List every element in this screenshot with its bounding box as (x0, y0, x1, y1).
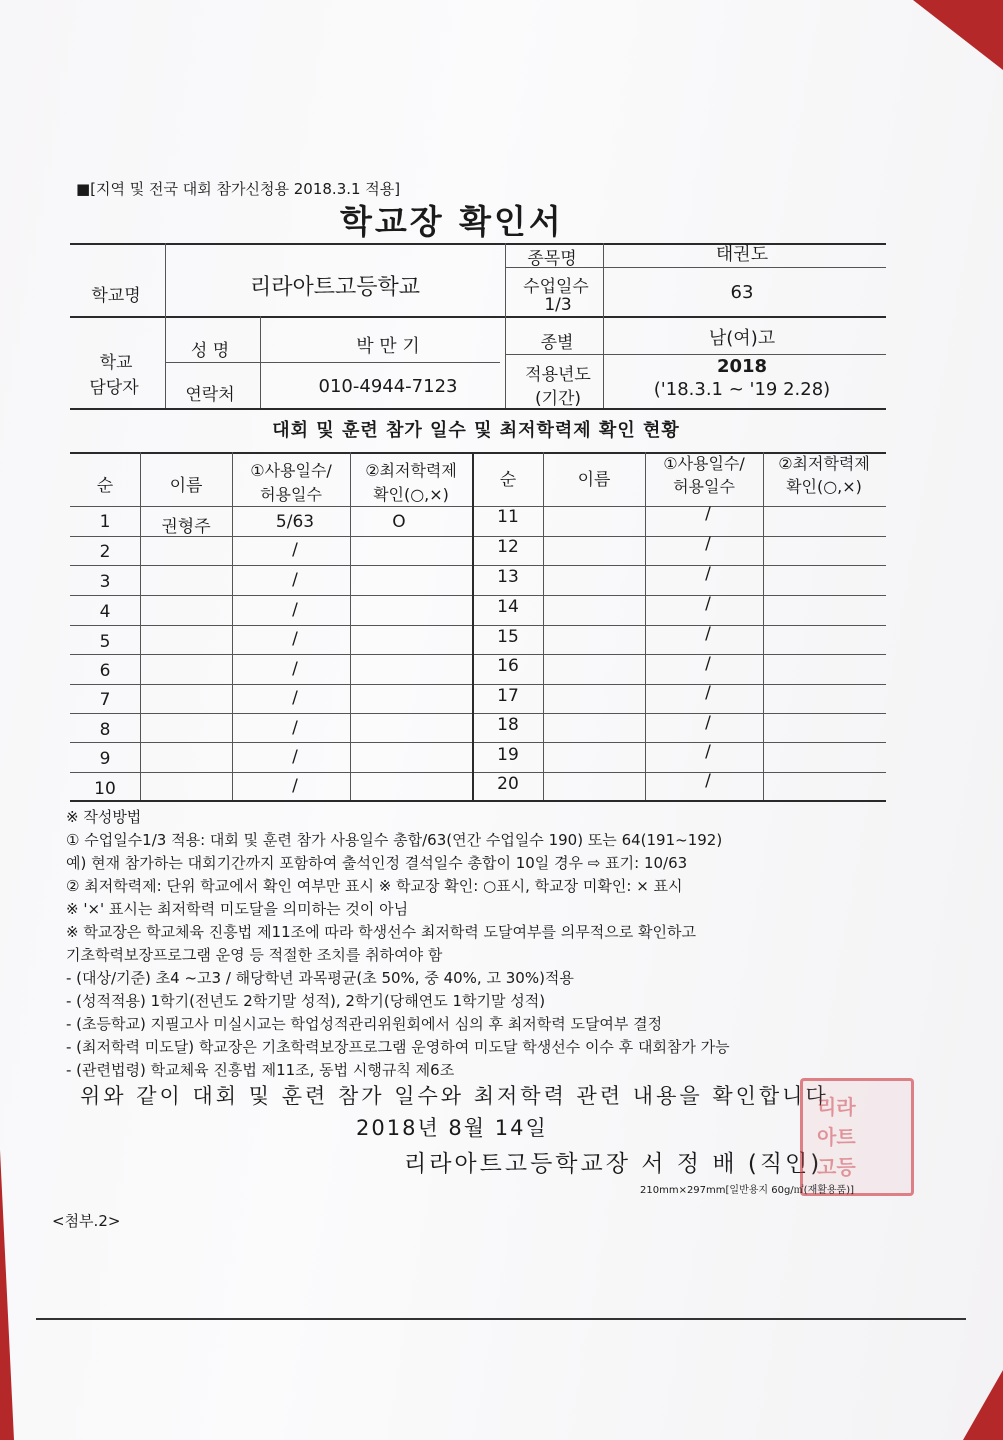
column-header-days: 허용일수 (673, 477, 735, 496)
column-header-min-grade: 확인(○,×) (786, 477, 862, 496)
red-background-corner (913, 0, 1003, 70)
official-seal-stamp: 리라 아트 고등 (800, 1078, 914, 1196)
table-cell: 권형주 (161, 517, 211, 537)
event-label: 종목명 (527, 249, 577, 269)
table-cell: / (292, 688, 298, 708)
column-header-name: 이름 (577, 470, 611, 490)
table-cell: O (392, 512, 406, 532)
column-header-days: ①사용일수/ (663, 454, 745, 473)
table-cell: 14 (497, 597, 519, 617)
table-cell: / (292, 570, 298, 590)
instructions (66, 806, 730, 1082)
table-rule (165, 243, 166, 408)
note-line: ※ '×' 표시는 최저학력 미도달을 의미하는 것이 아님 (66, 900, 409, 918)
table-cell: 20 (497, 774, 519, 794)
table-cell: / (705, 713, 711, 733)
column-header-no: 순 (499, 470, 517, 490)
table-cell: / (292, 629, 298, 649)
note-line: ※ 작성방법 (66, 808, 142, 826)
page-title: 학교장 확인서 (340, 202, 564, 241)
table-rule (232, 452, 233, 800)
note-line: ① 수업일수1/3 적용: 대회 및 훈련 참가 사용일수 총합/63(연간 수업일수 190) 또는 64(191~192) (66, 831, 723, 849)
note-line: ② 최저학력제: 단위 학교에서 확인 여부만 표시 ※ 학교장 확인: ○표시, 학교장 미확인: × 표시 (66, 877, 683, 895)
table-cell: / (292, 540, 298, 560)
table-cell: 12 (497, 537, 519, 557)
table-rule (543, 452, 544, 800)
table-cell: / (705, 594, 711, 614)
type-value: 남(여)고 (708, 328, 776, 349)
note-line: 기초학력보장프로그램 운영 등 적절한 조치를 취하여야 함 (66, 946, 443, 964)
table-cell: 3 (99, 572, 111, 592)
note-line: - (최저학력 미도달) 학교장은 기초학력보장프로그램 운영하여 미도달 학생선수 이수 후 대회참가 가능 (66, 1038, 730, 1056)
table-rule (472, 452, 474, 800)
table-cell: / (292, 747, 298, 767)
class-days-label: 수업일수 (523, 277, 589, 297)
table-cell: / (705, 624, 711, 644)
school-name: 리라아트고등학교 (249, 275, 421, 300)
table-cell: 17 (497, 686, 519, 706)
paper-spec: 210mm×297mm[일반용지 60g/㎡(재활용품)] (640, 1185, 855, 1196)
table-rule (505, 243, 506, 408)
class-days-value: 63 (730, 282, 754, 303)
confirmation-statement: 위와 같이 대회 및 훈련 참가 일수와 최저학력 관련 내용을 확인합니다 (80, 1084, 829, 1108)
principal-signature-line: 리라아트고등학교장 서 정 배 (직인) (404, 1151, 823, 1177)
column-header-min-grade: ②최저학력제 (778, 454, 870, 473)
table-cell: 6 (99, 661, 111, 681)
contact-value: 010-4944-7123 (318, 376, 458, 397)
column-header-no: 순 (96, 476, 114, 496)
manager-label: 담당자 (89, 378, 139, 398)
event-value: 태권도 (715, 244, 769, 265)
note-line: - (성적적용) 1학기(전년도 2학기말 성적), 2학기(당해연도 1학기말 성적) (66, 992, 546, 1010)
table-rule (140, 452, 141, 800)
table-rule (260, 316, 261, 408)
red-background-corner (963, 1370, 1003, 1440)
year-value: 2018 (716, 356, 768, 377)
issue-date: 2018년 8월 14일 (356, 1116, 548, 1140)
table-cell: 4 (99, 602, 111, 622)
table-cell: / (705, 771, 711, 791)
year-period: ('18.3.1 ~ '19 2.28) (653, 379, 831, 400)
column-header-days: 허용일수 (260, 485, 322, 504)
table-cell: 7 (99, 690, 111, 710)
table-cell: / (705, 504, 711, 524)
table-cell: / (292, 776, 298, 796)
header-note: ■[지역 및 전국 대회 참가신청용 2018.3.1 적용] (76, 180, 401, 198)
table-cell: / (292, 600, 298, 620)
table-cell: 11 (497, 507, 519, 527)
table-rule (763, 452, 764, 800)
table-rule (645, 452, 646, 800)
divider (36, 1318, 966, 1320)
red-background-corner (0, 1150, 14, 1440)
table-cell: 10 (94, 779, 116, 799)
table-cell: 2 (99, 542, 111, 562)
note-line: - (초등학교) 지필고사 미실시교는 학업성적관리위원회에서 심의 후 최저학력 도달여부 결정 (66, 1015, 663, 1033)
column-header-min-grade: 확인(○,×) (373, 485, 449, 504)
table-rule (350, 452, 351, 800)
table-cell: / (705, 534, 711, 554)
table-cell: / (705, 742, 711, 762)
table-cell: 1 (99, 512, 111, 532)
table-cell: / (705, 654, 711, 674)
year-sub: (기간) (534, 389, 582, 409)
table-border (70, 800, 886, 802)
school-label: 학교명 (91, 286, 141, 306)
table-cell: / (705, 683, 711, 703)
table-cell: 13 (497, 567, 519, 587)
table-cell: 5 (99, 632, 111, 652)
column-header-name: 이름 (169, 476, 203, 496)
table-cell: 19 (497, 745, 519, 765)
contact-label: 연락처 (185, 385, 235, 405)
class-days-sub: 1/3 (544, 295, 572, 315)
table-cell: 16 (497, 656, 519, 676)
note-line: - (관련법령) 학교체육 진흥법 제11조, 동법 시행규칙 제6조 (66, 1061, 455, 1079)
table-cell: 18 (497, 715, 519, 735)
manager-label: 학교 (99, 353, 133, 373)
type-label: 종별 (540, 333, 574, 353)
column-header-min-grade: ②최저학력제 (365, 461, 457, 480)
note-line: 예) 현재 참가하는 대회기간까지 포함하여 출석인정 결석일수 총합이 10일 경우 ⇨ 표기: 10/63 (66, 854, 688, 872)
table-rule (165, 362, 500, 363)
table-border (70, 408, 886, 410)
year-label: 적용년도 (525, 365, 591, 385)
note-line: - (대상/기준) 초4 ~고3 / 해당학년 과목평균(초 50%, 중 40%, 고 30%)적용 (66, 969, 574, 987)
name-label: 성 명 (190, 341, 230, 361)
column-header-days: ①사용일수/ (250, 461, 332, 480)
table-cell: 5/63 (275, 512, 315, 532)
section-title: 대회 및 훈련 참가 일수 및 최저학력제 확인 현황 (272, 420, 680, 441)
table-cell: / (292, 659, 298, 679)
table-cell: 8 (99, 720, 111, 740)
table-cell: 15 (497, 627, 519, 647)
table-rule (603, 243, 604, 408)
table-border (70, 316, 886, 318)
table-cell: / (705, 564, 711, 584)
table-cell: / (292, 718, 298, 738)
table-rule (505, 354, 886, 355)
table-cell: 9 (99, 749, 111, 769)
attachment-label: <첨부.2> (52, 1212, 121, 1230)
note-line: ※ 학교장은 학교체육 진흥법 제11조에 따라 학생선수 최저학력 도달여부를 의무적으로 확인하고 (66, 923, 696, 941)
name-value: 박 만 기 (356, 336, 420, 357)
